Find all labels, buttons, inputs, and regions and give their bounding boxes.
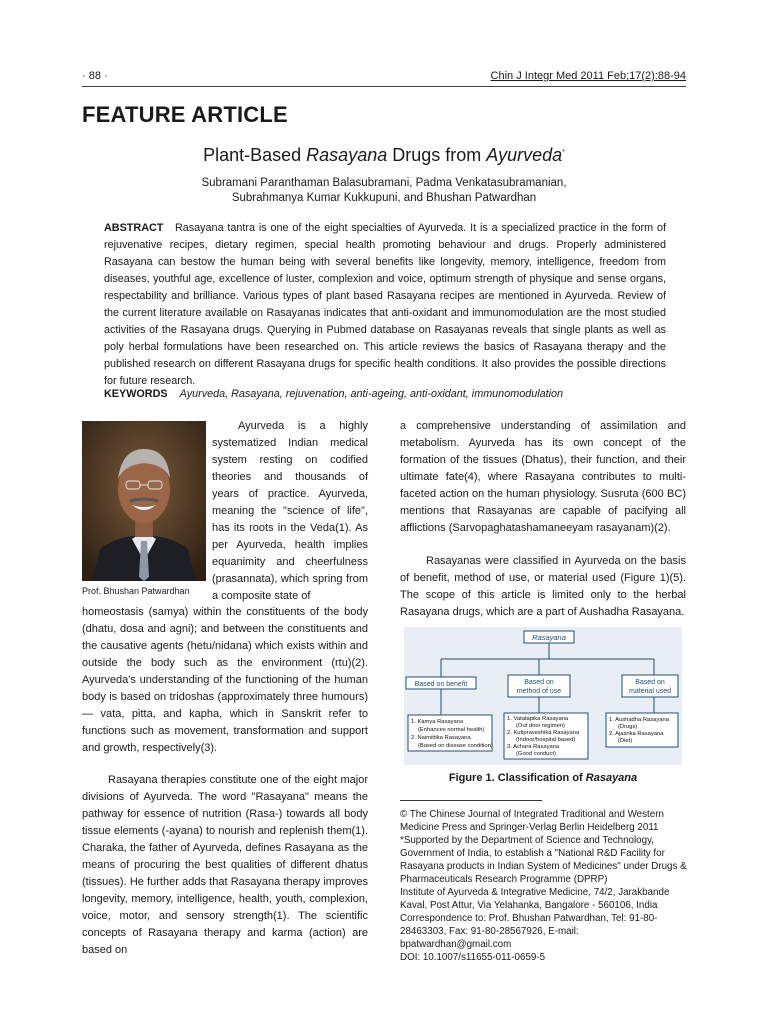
svg-text:1. Kamya Rasayana: 1. Kamya Rasayana <box>411 719 464 725</box>
photo-caption: Prof. Bhushan Patwardhan <box>82 586 190 596</box>
body-paragraph-homeostasis: homeostasis (samya) within the constituents of the body (dhatu, dosa and agni); and between the constituents and the causative agents (hetu/nidana) which exists within and outside the body such as the environment (rtu)(2). Ayurveda's understanding of the functioning of the human body is based on tridoshas (approximately three humours) — vata, pitta, and kapha, which in Sanskrit refer to functions such as movement, transformation and support and growth, respectively(3). <box>82 606 368 754</box>
svg-text:Based on: Based on <box>524 679 554 686</box>
footnotes <box>400 808 688 964</box>
footnote-correspondence: Correspondence to: Prof. Bhushan Patwardhan, Tel: 91-80-28463303, Fax: 91-80-28567926, E-mail: bpatwardhan@gmail.com <box>400 913 658 950</box>
abstract-text: Rasayana tantra is one of the eight specialties of Ayurveda. It is a specialized practice in the form of rejuvenative recipes, dietary regimen, special health promoting behaviour and drugs. Properly administered Rasayana can bestow the human being with several benefits like longevity, memory, intelligence, freedom from diseases, youthful age, excellence of luster, complexion and voice, optimum strength of physique and sense organs, respectability and brilliance. Various types of plant based Rasayana recipes are mentioned in Ayurveda. Review of the current literature available on Rasayanas indicates that anti-oxidant and immunomodulation are the most studied activities of the Rasayana drugs. Querying in Pubmed database on Rasayanas reveals that single plants as well as poly herbal formulations have been researched on. This article reviews the basics of Rasayana therapy and the published research on different Rasayana drugs for specific health conditions. It also provides the possible directions for future research. <box>104 222 667 387</box>
svg-text:(Diet): (Diet) <box>618 738 633 744</box>
figure-caption: Figure 1. Classification of Rasayana <box>448 772 638 784</box>
svg-text:2. Kutipraveshika Rasayana: 2. Kutipraveshika Rasayana <box>507 730 580 736</box>
svg-text:1. Vatatapika Rasayana: 1. Vatatapika Rasayana <box>507 716 569 722</box>
footnote-doi[interactable]: DOI: 10.1007/s11655-011-0659-5 <box>400 952 546 963</box>
author-list <box>82 176 686 206</box>
keywords <box>104 387 666 402</box>
keywords-text: Ayurveda, Rasayana, rejuvenation, anti-ageing, anti-oxidant, immunomodulation <box>179 388 564 400</box>
section-label: FEATURE ARTICLE <box>82 102 288 127</box>
diagram-node-benefit <box>406 677 476 689</box>
diagram-root-node <box>524 631 574 643</box>
body-paragraph-metabolism: a comprehensive understanding of assimilation and metabolism. Ayurveda has its own concept of the formation of the tissues (Dhatus), their function, and their ultimate fate(4), where Rasayana contributes to multi-faceted action on the human physiology. Susruta (600 BC) mentions that Rasayanas are capable of pacifying all afflictions (Sarvopaghatashamaneeyam rasayanam)(2). <box>400 420 686 534</box>
footnote-institute: Institute of Ayurveda & Integrative Medicine, 74/2, Jarakbande Kaval, Post Attur, Via Yelahanka, Bangalore - 560106, India <box>400 887 670 911</box>
footnote-support: *Supported by the Department of Science and Technology, Government of India, to establish a "National R&D Facility for Rasayana products in Indian System of Medicines" under Drugs & Pharmaceuticals Research Programme (DPRP) <box>400 835 687 885</box>
authors-line-1: Subramani Paranthaman Balasubramani, Padma Venkatasubramanian, <box>201 177 567 189</box>
svg-text:(Good conduct): (Good conduct) <box>516 751 556 757</box>
header-rule <box>82 86 686 87</box>
journal-reference-link[interactable]: Chin J Integr Med 2011 Feb;17(2):88-94 <box>490 70 686 82</box>
svg-text:(Out door regimen): (Out door regimen) <box>516 723 565 729</box>
svg-text:1. Aushadha Rasayana: 1. Aushadha Rasayana <box>609 717 669 723</box>
footnote-rule <box>400 800 542 801</box>
diagram-node-method <box>508 675 570 697</box>
svg-text:2. Ajasrika Rasayana: 2. Ajasrika Rasayana <box>609 731 664 737</box>
page-number: · 88 · <box>82 70 108 82</box>
svg-text:2. Naimittika Rasayana: 2. Naimittika Rasayana <box>411 735 471 741</box>
svg-text:3. Achara Rasayana: 3. Achara Rasayana <box>507 744 560 750</box>
footnote-copyright: © The Chinese Journal of Integrated Traditional and Western Medicine Press and Springer-Verlag Berlin Heidelberg 2011 <box>400 809 664 833</box>
body-paragraph-intro: Ayurveda is a highly systematized Indian medical system resting on codified theories and thousands of years of practice. Ayurveda, meaning the "science of life", has its roots in the Veda(1). As per Ayurveda, health implies equanimity and cheerfulness (prasannata), which spring from a composite state of <box>212 420 368 602</box>
authors-line-2: Subrahmanya Kumar Kukkupuni, and Bhushan Patwardhan <box>231 192 537 204</box>
diagram-leaf-method <box>504 713 588 759</box>
diagram-leaf-benefit <box>408 715 493 751</box>
abstract-label: ABSTRACT <box>104 222 164 234</box>
body-paragraph-rasayana-therapies: Rasayana therapies constitute one of the eight major divisions of Ayurveda. The word "Rasayana" means the pathway for essence of nutrition (Rasa-) towards all body tissue elements (-ayana) to nourish and replenish them(1). Charaka, the father of Ayurveda, defines Rasayana as the means of procuring the best qualities of different dhatus (tissues). He further adds that Rasayana therapy improves longevity, memory, intelligence, health, youth, complexion, voice, motor, and sensory strength(1). The scientific concepts of Rasayana therapy and karma (action) are based on <box>82 774 368 956</box>
svg-text:(Enhances normal health): (Enhances normal health) <box>418 727 485 733</box>
author-photo <box>82 421 206 581</box>
keywords-label: KEYWORDS <box>104 388 168 400</box>
svg-text:(Indoor/hospital based): (Indoor/hospital based) <box>516 737 576 743</box>
diagram-node-material <box>622 675 678 697</box>
article-title: Plant-Based Rasayana Drugs from Ayurveda* <box>203 145 565 165</box>
diagram-leaf-material <box>606 713 678 747</box>
body-paragraph-classification: Rasayanas were classified in Ayurveda on the basis of benefit, method of use, or material used (Figure 1)(5). The scope of this article is limited only to the herbal Rasayana drugs, which are a part of Aushadha Rasayana. <box>400 555 686 618</box>
svg-text:Based on benefit: Based on benefit <box>414 681 468 688</box>
svg-text:(Drugs): (Drugs) <box>618 724 638 730</box>
svg-text:method of use: method of use <box>516 688 562 695</box>
abstract <box>104 220 666 390</box>
svg-text:material used: material used <box>628 688 672 695</box>
classification-diagram <box>404 627 682 765</box>
svg-text:Rasayana: Rasayana <box>532 633 566 642</box>
svg-text:Based on: Based on <box>635 679 665 686</box>
svg-text:(Based on disease condition): (Based on disease condition) <box>418 743 493 749</box>
